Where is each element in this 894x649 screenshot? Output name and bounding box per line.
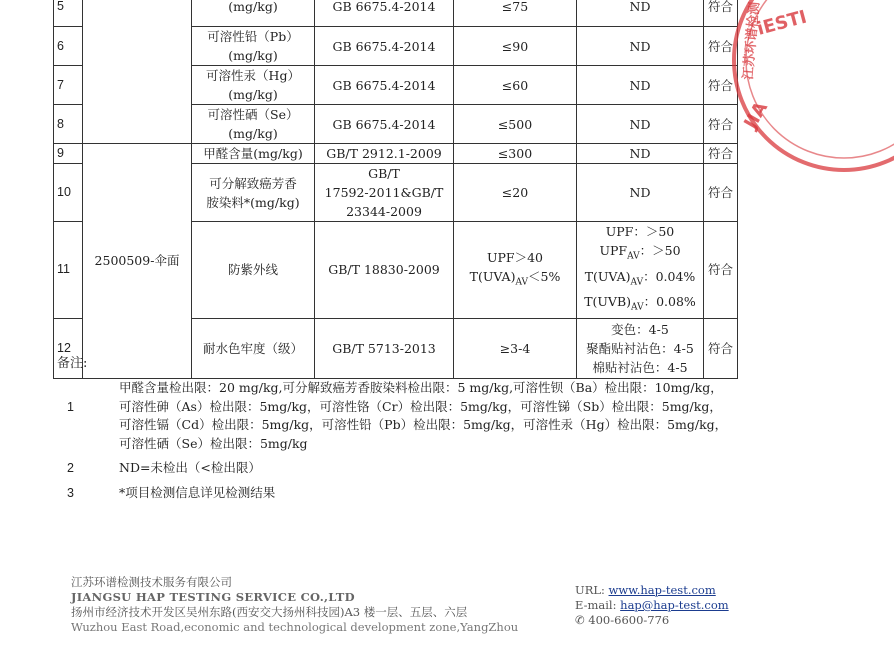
url-link[interactable]: www.hap-test.com — [608, 583, 716, 597]
cell-limit: ≤500 — [454, 105, 577, 144]
sub-value: $T(UVB)_{AV}$：0.08% — [584, 294, 696, 313]
cell-result: UPF：＞50 $UPF_{AV}$：＞50 $T(UVA)_{AV}$：0.04% $T(UVB)_{AV}$：0.08% — [577, 222, 704, 319]
cell-verdict: 符合 — [704, 144, 738, 164]
cell-verdict: 符合 — [704, 318, 738, 378]
company-name-cn: 江苏环谱检测技术服务有限公司 — [71, 575, 232, 589]
subscript: AV — [515, 277, 529, 287]
cell-no: 7 — [54, 66, 83, 105]
sub-value: $T(UVA)_{AV}$：0.04% — [584, 268, 696, 287]
footer-contact — [575, 583, 729, 628]
cell-item: 可溶性汞（Hg） (mg/kg) — [192, 66, 315, 105]
company-name-en: JIANGSU HAP TESTING SERVICE CO.,LTD — [71, 590, 355, 604]
cell-no: 6 — [54, 27, 83, 66]
email-row — [575, 598, 729, 613]
cell-method: GB 6675.4-2014 — [315, 105, 454, 144]
cell-method: GB/T 5713-2013 — [315, 318, 454, 378]
cell-item: 甲醛含量(mg/kg) — [192, 144, 315, 164]
cell-limit: ≤60 — [454, 66, 577, 105]
stamp-text-mid: 江苏环谱检测 — [741, 1, 763, 81]
cell-method: GB/T 18830-2009 — [315, 222, 454, 319]
note-text: ND=未检出（<检出限） — [119, 460, 261, 475]
stamp-text-top: iESTI — [754, 6, 809, 40]
note-number: 1 — [67, 400, 74, 414]
table-row — [54, 0, 738, 27]
cell-limit: UPF＞40 $T(UVA)_{AV}<5\%$ — [454, 222, 577, 319]
note-number: 3 — [67, 485, 74, 500]
cell-result: 变色：4-5 聚酯贴衬沾色：4-5 棉贴衬沾色：4-5 — [577, 318, 704, 378]
company-seal-stamp — [724, 0, 894, 190]
email-link[interactable]: hap@hap-test.com — [620, 598, 729, 612]
cell-method: GB/T 17592-2011&GB/T 23344-2009 — [315, 164, 454, 222]
cell-no: 8 — [54, 105, 83, 144]
url-label: URL: — [575, 583, 605, 597]
address-cn: 扬州市经济技术开发区吴州东路(西安交大扬州科技园)A3 楼一层、五层、六层 — [71, 605, 468, 619]
phone-number: 400-6600-776 — [588, 613, 670, 627]
cell-limit: ≥3-4 — [454, 318, 577, 378]
cell-no: 10 — [54, 164, 83, 222]
cell-result: ND — [577, 27, 704, 66]
notes-list — [53, 379, 738, 502]
cell-item: 耐水色牢度（级） — [192, 318, 315, 378]
cell-result: ND — [577, 105, 704, 144]
cell-item: (mg/kg) — [192, 0, 315, 27]
cell-no: 5 — [54, 0, 83, 27]
cell-method: GB/T 2912.1-2009 — [315, 144, 454, 164]
cell-item: 可溶性硒（Se） (mg/kg) — [192, 105, 315, 144]
address-en: Wuzhou East Road,economic and technological development zone,YangZhou — [71, 620, 519, 634]
note-item — [53, 459, 738, 478]
cell-limit: ≤90 — [454, 27, 577, 66]
note-item — [53, 379, 738, 453]
note-text: 甲醛含量检出限：20 mg/kg,可分解致癌芳香胺染料检出限：5 mg/kg,可溶性钡（Ba）检出限：10mg/kg， 可溶性砷（As）检出限：5mg/kg，可溶性铬（Cr）检出限：5mg/kg，可溶性锑（Sb）检出限：5mg/kg， 可溶性镉（Cd）检出限：5mg/kg，可溶性铅（Pb）检出限：5mg/kg，可溶性汞（Hg）检出限：5mg/kg， 可溶性硒（Se）检出限：5mg/kg — [119, 380, 728, 451]
cell-item: 可分解致癌芳香 胺染料*(mg/kg) — [192, 164, 315, 222]
cell-method: GB 6675.4-2014 — [315, 66, 454, 105]
subscript: AV — [630, 277, 644, 287]
table-row — [54, 144, 738, 164]
note-text: *项目检测信息详见检测结果 — [119, 484, 276, 500]
cell-no: 9 — [54, 144, 83, 164]
cell-verdict: 符合 — [704, 66, 738, 105]
cell-sample-blank — [83, 0, 192, 144]
cell-verdict: 符合 — [704, 27, 738, 66]
cell-verdict: 符合 — [704, 105, 738, 144]
cell-result: ND — [577, 0, 704, 27]
subscript: AV — [627, 251, 640, 262]
cell-verdict: 符合 — [704, 0, 738, 27]
cell-result: ND — [577, 164, 704, 222]
url-row — [575, 583, 729, 598]
cell-result: ND — [577, 66, 704, 105]
footer-company — [71, 575, 518, 635]
phone-icon: ✆ — [575, 613, 585, 627]
cell-verdict: 符合 — [704, 222, 738, 319]
cell-sample-id: 2500509-伞面 — [83, 144, 192, 379]
cell-no: 11 — [54, 222, 83, 319]
email-label: E-mail: — [575, 598, 617, 612]
cell-no: 12 — [54, 318, 83, 378]
cell-method: GB 6675.4-2014 — [315, 27, 454, 66]
cell-method: GB 6675.4-2014 — [315, 0, 454, 27]
cell-result: ND — [577, 144, 704, 164]
cell-limit: ≤75 — [454, 0, 577, 27]
note-number: 2 — [67, 461, 74, 475]
cell-limit: ≤300 — [454, 144, 577, 164]
cell-item: 可溶性铅（Pb） (mg/kg) — [192, 27, 315, 66]
notes-title: 备注: — [57, 356, 88, 371]
sub-value: $T(UVA)_{AV}<5\%$ — [469, 268, 561, 287]
cell-verdict: 符合 — [704, 164, 738, 222]
cell-item: 防紫外线 — [192, 222, 315, 319]
sub-value: $UPF_{AV}$：＞50 — [599, 243, 681, 262]
notes-section — [53, 352, 738, 508]
cell-limit: ≤20 — [454, 164, 577, 222]
note-item — [53, 484, 738, 503]
subscript: AV — [631, 302, 644, 313]
results-table — [53, 0, 738, 379]
phone-row — [575, 613, 729, 628]
stamp-text-bottom: JIA — [740, 98, 772, 133]
